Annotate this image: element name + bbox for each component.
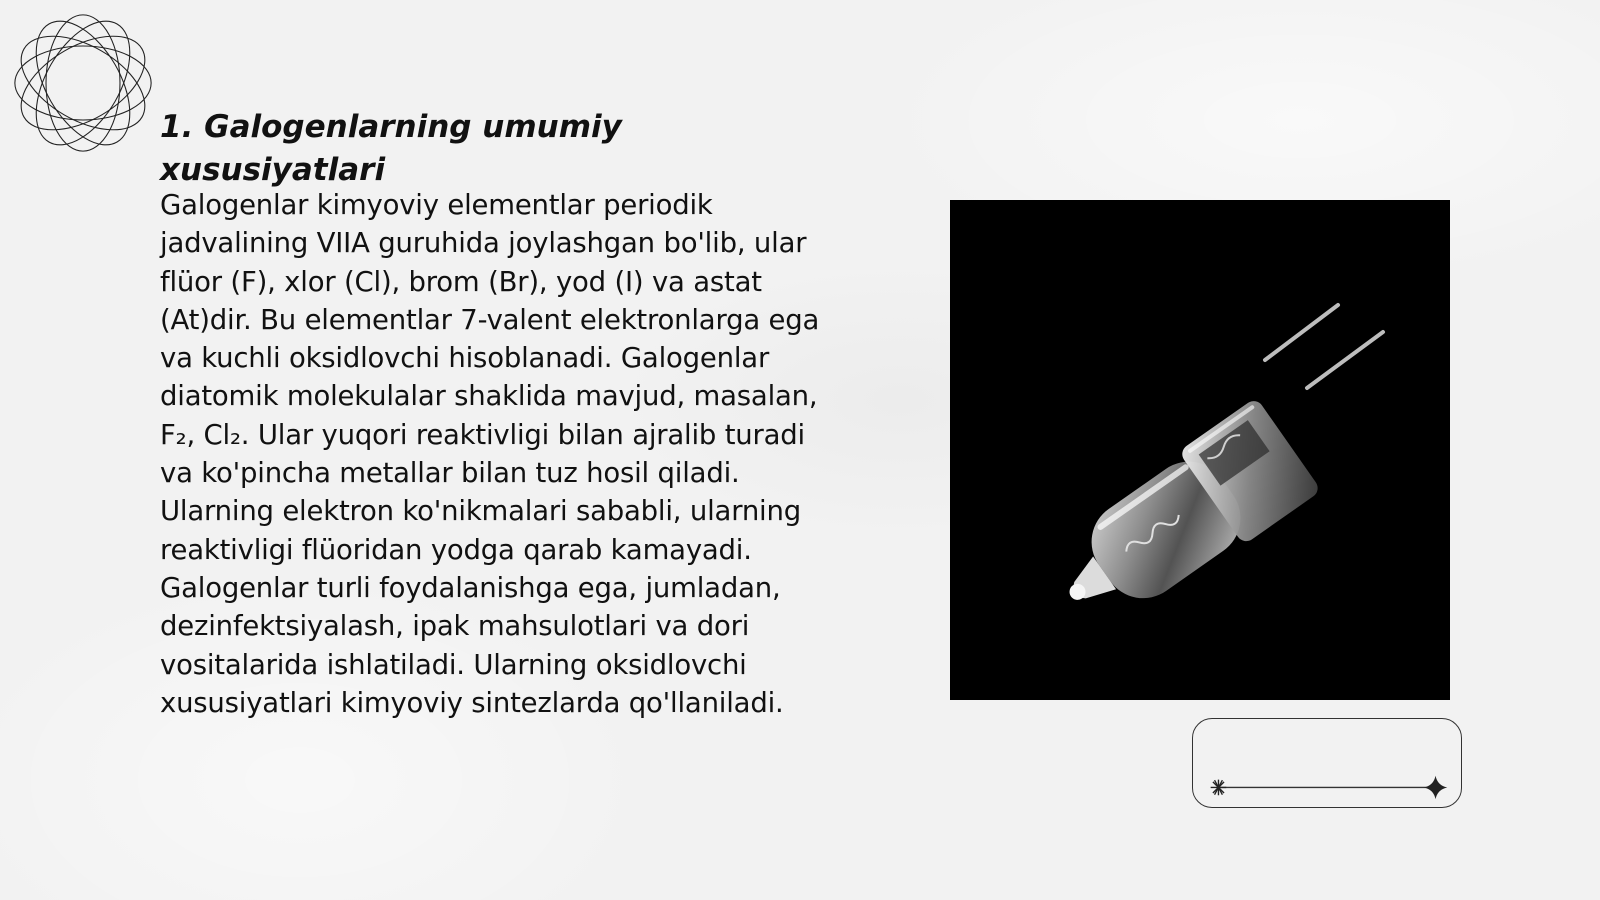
starburst-icon bbox=[1211, 780, 1227, 796]
decorative-card bbox=[1192, 718, 1462, 808]
halogen-bulb-photo bbox=[950, 200, 1450, 700]
card-line-ornament bbox=[1193, 719, 1461, 807]
halogen-bulb-icon bbox=[950, 200, 1450, 700]
slide-body-text: Galogenlar kimyoviy elementlar periodik jadvalining VIIA guruhida joylashgan bo'lib, ular flüor (F), xlor (Cl), brom (Br), yod (I) va astat (At)dir. Bu elementlar 7-valent elektronlarga ega va kuchli oksidlovchi hisoblanadi. Galogenlar diatomik molekulalar shaklida mavjud, masalan, F₂, Cl₂. Ular yuqori reaktivligi bilan ajralib turadi va ko'pincha metallar bilan tuz hosil qiladi. Ularning elektron ko'nikmalari sababli, ularning reaktivligi flüoridan yodga qarab kamayadi. Galogenlar turli foydalanishga ega, jumladan, dezinfektsiyalash, ipak mahsulotlari va dori vositalarida ishlatiladi. Ularning oksidlovchi xususiyatlari kimyoviy sintezlarda qo'llaniladi. bbox=[160, 189, 820, 719]
slide-title: 1. Galogenlarning umumiy xususiyatlari bbox=[160, 109, 622, 188]
orbit-rings-icon bbox=[10, 10, 156, 156]
sparkle-icon bbox=[1424, 776, 1447, 799]
